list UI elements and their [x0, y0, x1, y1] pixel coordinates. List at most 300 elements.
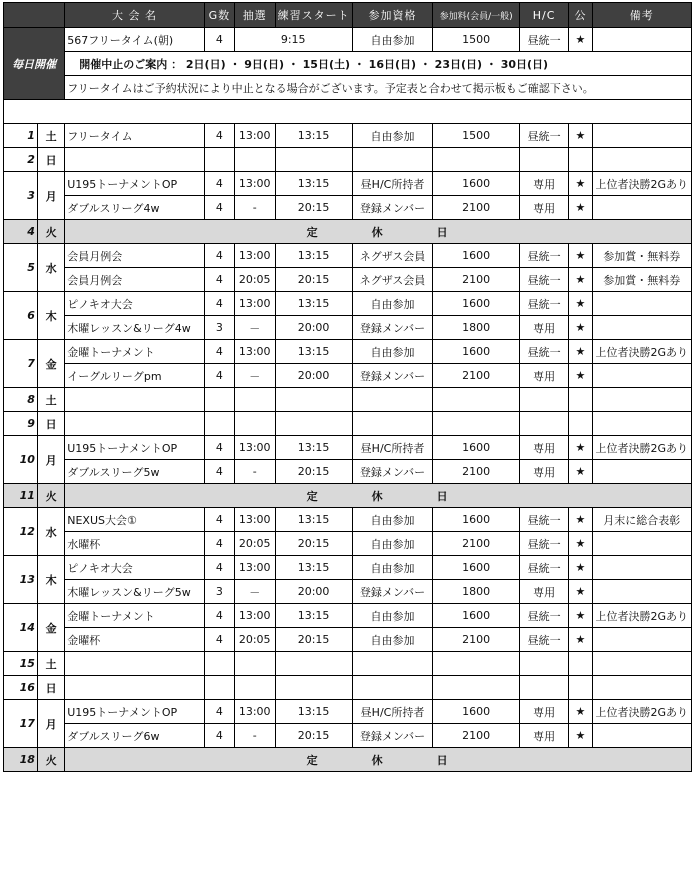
spacer-cell: [4, 100, 692, 124]
event-hc: [519, 652, 569, 676]
event-name: U195トーナメントOP: [65, 436, 205, 460]
event-games: 4: [204, 292, 234, 316]
event-name: ピノキオ大会: [65, 292, 205, 316]
event-public: ★: [569, 172, 592, 196]
event-name: 金曜トーナメント: [65, 604, 205, 628]
header-draw: 抽選: [234, 3, 275, 28]
day-of-week: 火: [37, 220, 64, 244]
event-games: 4: [204, 628, 234, 652]
event-games: [204, 388, 234, 412]
closed-char: 休: [371, 753, 385, 767]
event-games: 4: [204, 172, 234, 196]
daily-event-remarks: [592, 28, 692, 52]
event-hc: [519, 676, 569, 700]
event-row: [4, 580, 692, 604]
event-name: 木曜レッスン&リーグ5w: [65, 580, 205, 604]
event-fee: 1600: [433, 700, 519, 724]
event-name: 金曜トーナメント: [65, 340, 205, 364]
event-draw-time: -: [234, 460, 275, 484]
event-start-time: 20:15: [275, 532, 352, 556]
day-number: 12: [4, 508, 38, 556]
event-games: [204, 148, 234, 172]
daily-event-time: 9:15: [234, 28, 352, 52]
event-remarks: 上位者決勝2Gあり: [592, 172, 692, 196]
event-hc: 昼統一: [519, 628, 569, 652]
event-fee: 1600: [433, 340, 519, 364]
event-games: 4: [204, 244, 234, 268]
event-qualification: 自由参加: [352, 292, 433, 316]
closed-char: 定: [306, 489, 320, 503]
daily-notice-row: [4, 52, 692, 76]
freetime-note: フリータイムはご予約状況により中止となる場合がございます。予定表と合わせて掲示板もご確認下さい。: [65, 76, 692, 100]
event-games: 4: [204, 364, 234, 388]
event-name: [65, 412, 205, 436]
event-draw-time: 20:05: [234, 532, 275, 556]
event-remarks: [592, 148, 692, 172]
event-public: ★: [569, 700, 592, 724]
event-qualification: 登録メンバー: [352, 580, 433, 604]
day-of-week: 火: [37, 748, 64, 772]
event-qualification: [352, 388, 433, 412]
event-start-time: [275, 412, 352, 436]
event-draw-time: 13:00: [234, 604, 275, 628]
event-public: [569, 652, 592, 676]
event-name: 会員月例会: [65, 244, 205, 268]
event-remarks: 参加賞・無料券: [592, 244, 692, 268]
header-qualification: 参加資格: [352, 3, 433, 28]
day-of-week: 火: [37, 484, 64, 508]
closed-char: 日: [436, 489, 450, 503]
event-start-time: 13:15: [275, 436, 352, 460]
event-games: [204, 652, 234, 676]
event-start-time: 13:15: [275, 292, 352, 316]
day-of-week: 水: [37, 244, 64, 292]
event-public: ★: [569, 364, 592, 388]
event-row: [4, 436, 692, 460]
event-row: [4, 196, 692, 220]
event-remarks: [592, 556, 692, 580]
event-start-time: 20:15: [275, 460, 352, 484]
event-row: [4, 508, 692, 532]
event-remarks: 上位者決勝2Gあり: [592, 700, 692, 724]
event-start-time: [275, 676, 352, 700]
event-fee: [433, 652, 519, 676]
event-row: [4, 724, 692, 748]
event-public: ★: [569, 508, 592, 532]
event-start-time: 13:15: [275, 556, 352, 580]
event-draw-time: 20:05: [234, 268, 275, 292]
event-hc: 専用: [519, 316, 569, 340]
cancellation-notice: 開催中止のご案内 ： 2日(日) ・ 9日(日) ・ 15日(土) ・ 16日(日) ・ 23日(日) ・ 30日(日): [65, 52, 692, 76]
day-of-week: 水: [37, 508, 64, 556]
day-number: 3: [4, 172, 38, 220]
event-public: ★: [569, 316, 592, 340]
event-fee: 2100: [433, 364, 519, 388]
daily-event-fee: 1500: [433, 28, 519, 52]
event-public: ★: [569, 532, 592, 556]
event-row: [4, 268, 692, 292]
daily-event-row: [4, 28, 692, 52]
event-name: イーグルリーグpm: [65, 364, 205, 388]
event-name: 水曜杯: [65, 532, 205, 556]
event-remarks: [592, 676, 692, 700]
event-games: 4: [204, 124, 234, 148]
event-fee: 1600: [433, 556, 519, 580]
event-games: 4: [204, 700, 234, 724]
day-number: 7: [4, 340, 38, 388]
event-qualification: 登録メンバー: [352, 196, 433, 220]
event-fee: [433, 388, 519, 412]
event-public: ★: [569, 436, 592, 460]
event-remarks: [592, 316, 692, 340]
event-qualification: 昼H/C所持者: [352, 172, 433, 196]
event-name: フリータイム: [65, 124, 205, 148]
empty-day-row: [4, 388, 692, 412]
event-row: [4, 316, 692, 340]
event-name: U195トーナメントOP: [65, 172, 205, 196]
event-draw-time: 13:00: [234, 508, 275, 532]
day-number: 5: [4, 244, 38, 292]
event-hc: 昼統一: [519, 124, 569, 148]
event-draw-time: 13:00: [234, 436, 275, 460]
event-remarks: [592, 532, 692, 556]
day-of-week: 月: [37, 436, 64, 484]
event-fee: 1600: [433, 172, 519, 196]
event-games: 4: [204, 268, 234, 292]
closed-day-row: [4, 748, 692, 772]
event-start-time: 20:00: [275, 364, 352, 388]
event-name: [65, 676, 205, 700]
event-remarks: [592, 628, 692, 652]
event-hc: 昼統一: [519, 268, 569, 292]
event-remarks: 月末に総合表彰: [592, 508, 692, 532]
event-fee: 2100: [433, 628, 519, 652]
event-remarks: [592, 460, 692, 484]
closed-day-label: [65, 484, 692, 508]
day-number: 14: [4, 604, 38, 652]
empty-day-row: [4, 412, 692, 436]
event-qualification: [352, 652, 433, 676]
event-start-time: [275, 148, 352, 172]
event-draw-time: -: [234, 724, 275, 748]
event-name: [65, 388, 205, 412]
header-remarks: 備考: [592, 3, 692, 28]
event-name: ダブルスリーグ6w: [65, 724, 205, 748]
day-of-week: 月: [37, 700, 64, 748]
event-games: 4: [204, 340, 234, 364]
day-of-week: 金: [37, 340, 64, 388]
event-remarks: 上位者決勝2Gあり: [592, 604, 692, 628]
event-remarks: [592, 412, 692, 436]
event-hc: 専用: [519, 580, 569, 604]
event-hc: 専用: [519, 700, 569, 724]
event-remarks: [592, 292, 692, 316]
day-number: 2: [4, 148, 38, 172]
closed-day-label: [65, 748, 692, 772]
event-public: ★: [569, 268, 592, 292]
event-draw-time: [234, 148, 275, 172]
event-draw-time: -: [234, 196, 275, 220]
closed-day-row: [4, 220, 692, 244]
event-qualification: 昼H/C所持者: [352, 436, 433, 460]
event-remarks: [592, 196, 692, 220]
event-games: 4: [204, 436, 234, 460]
event-qualification: 自由参加: [352, 532, 433, 556]
event-draw-time: 13:00: [234, 700, 275, 724]
event-fee: 2100: [433, 724, 519, 748]
event-public: ★: [569, 196, 592, 220]
event-qualification: [352, 676, 433, 700]
header-games: G数: [204, 3, 234, 28]
event-public: ★: [569, 460, 592, 484]
event-remarks: [592, 652, 692, 676]
spacer-row: [4, 100, 692, 124]
event-row: [4, 604, 692, 628]
event-row: [4, 460, 692, 484]
event-hc: [519, 412, 569, 436]
event-fee: 2100: [433, 532, 519, 556]
event-games: 4: [204, 604, 234, 628]
event-name: U195トーナメントOP: [65, 700, 205, 724]
event-name: NEXUS大会①: [65, 508, 205, 532]
event-hc: 専用: [519, 196, 569, 220]
event-draw-time: 13:00: [234, 292, 275, 316]
schedule-table: [3, 2, 692, 772]
event-name: 会員月例会: [65, 268, 205, 292]
event-games: 4: [204, 556, 234, 580]
event-start-time: 13:15: [275, 700, 352, 724]
event-hc: 昼統一: [519, 292, 569, 316]
daily-event-hc: 昼統一: [519, 28, 569, 52]
event-row: [4, 172, 692, 196]
event-games: [204, 676, 234, 700]
event-remarks: [592, 124, 692, 148]
event-public: ★: [569, 124, 592, 148]
event-name: ダブルスリーグ4w: [65, 196, 205, 220]
event-draw-time: －: [234, 316, 275, 340]
event-remarks: 上位者決勝2Gあり: [592, 436, 692, 460]
event-hc: 専用: [519, 460, 569, 484]
event-public: ★: [569, 340, 592, 364]
event-fee: 2100: [433, 460, 519, 484]
event-name: ダブルスリーグ5w: [65, 460, 205, 484]
event-hc: 昼統一: [519, 244, 569, 268]
event-games: [204, 412, 234, 436]
event-draw-time: [234, 412, 275, 436]
event-public: [569, 676, 592, 700]
event-draw-time: －: [234, 580, 275, 604]
event-qualification: 自由参加: [352, 508, 433, 532]
closed-day-row: [4, 484, 692, 508]
event-row: [4, 292, 692, 316]
event-hc: 専用: [519, 436, 569, 460]
event-remarks: [592, 724, 692, 748]
event-draw-time: 20:05: [234, 628, 275, 652]
day-of-week: 月: [37, 172, 64, 220]
event-start-time: [275, 652, 352, 676]
day-of-week: 土: [37, 124, 64, 148]
day-of-week: 木: [37, 292, 64, 340]
day-number: 16: [4, 676, 38, 700]
event-games: 4: [204, 196, 234, 220]
event-public: [569, 412, 592, 436]
event-start-time: 20:00: [275, 580, 352, 604]
event-public: ★: [569, 580, 592, 604]
event-qualification: ネグザス会員: [352, 268, 433, 292]
event-row: [4, 340, 692, 364]
event-row: [4, 700, 692, 724]
event-hc: 昼統一: [519, 556, 569, 580]
event-qualification: 昼H/C所持者: [352, 700, 433, 724]
event-fee: 1600: [433, 604, 519, 628]
header-day: [4, 3, 65, 28]
event-name: [65, 652, 205, 676]
day-number: 6: [4, 292, 38, 340]
event-row: [4, 628, 692, 652]
event-public: ★: [569, 244, 592, 268]
event-qualification: 登録メンバー: [352, 724, 433, 748]
event-start-time: 20:15: [275, 628, 352, 652]
header-fee: 参加料(会員/一般): [433, 3, 519, 28]
event-draw-time: 13:00: [234, 172, 275, 196]
closed-char: 定: [306, 225, 320, 239]
closed-char: 定: [306, 753, 320, 767]
header-row: [4, 3, 692, 28]
event-games: 3: [204, 316, 234, 340]
event-draw-time: 13:00: [234, 340, 275, 364]
day-number: 17: [4, 700, 38, 748]
event-fee: 1600: [433, 292, 519, 316]
event-qualification: 自由参加: [352, 340, 433, 364]
event-fee: 2100: [433, 268, 519, 292]
event-fee: 1600: [433, 244, 519, 268]
daily-label: 毎日開催: [4, 28, 65, 100]
event-name: 木曜レッスン&リーグ4w: [65, 316, 205, 340]
event-games: 4: [204, 460, 234, 484]
day-of-week: 日: [37, 148, 64, 172]
event-games: 4: [204, 724, 234, 748]
day-of-week: 日: [37, 676, 64, 700]
event-qualification: [352, 412, 433, 436]
event-name: [65, 148, 205, 172]
day-number: 4: [4, 220, 38, 244]
event-qualification: 自由参加: [352, 556, 433, 580]
event-fee: [433, 412, 519, 436]
daily-note-row: [4, 76, 692, 100]
event-draw-time: 13:00: [234, 244, 275, 268]
event-games: 4: [204, 508, 234, 532]
event-qualification: [352, 148, 433, 172]
event-remarks: [592, 364, 692, 388]
event-hc: 昼統一: [519, 340, 569, 364]
closed-day-label: [65, 220, 692, 244]
header-practice: 練習スタート: [275, 3, 352, 28]
event-draw-time: 13:00: [234, 124, 275, 148]
event-start-time: [275, 388, 352, 412]
event-games: 3: [204, 580, 234, 604]
event-remarks: [592, 388, 692, 412]
event-row: [4, 124, 692, 148]
daily-event-name: 567フリータイム(朝): [65, 28, 205, 52]
day-number: 10: [4, 436, 38, 484]
empty-day-row: [4, 148, 692, 172]
event-public: ★: [569, 724, 592, 748]
event-row: [4, 532, 692, 556]
event-fee: 1600: [433, 508, 519, 532]
day-number: 1: [4, 124, 38, 148]
day-number: 18: [4, 748, 38, 772]
event-hc: 昼統一: [519, 508, 569, 532]
event-games: 4: [204, 532, 234, 556]
event-start-time: 20:00: [275, 316, 352, 340]
day-number: 11: [4, 484, 38, 508]
event-fee: 1800: [433, 580, 519, 604]
event-name: ピノキオ大会: [65, 556, 205, 580]
event-remarks: 上位者決勝2Gあり: [592, 340, 692, 364]
event-hc: 専用: [519, 364, 569, 388]
event-start-time: 13:15: [275, 340, 352, 364]
closed-char: 日: [436, 225, 450, 239]
event-row: [4, 364, 692, 388]
closed-char: 日: [436, 753, 450, 767]
event-qualification: 登録メンバー: [352, 316, 433, 340]
event-row: [4, 244, 692, 268]
event-fee: 2100: [433, 196, 519, 220]
event-hc: [519, 388, 569, 412]
event-qualification: ネグザス会員: [352, 244, 433, 268]
event-remarks: [592, 580, 692, 604]
event-start-time: 13:15: [275, 244, 352, 268]
event-draw-time: [234, 652, 275, 676]
day-of-week: 木: [37, 556, 64, 604]
header-name: 大 会 名: [65, 3, 205, 28]
event-draw-time: [234, 388, 275, 412]
event-qualification: 登録メンバー: [352, 460, 433, 484]
header-public: 公: [569, 3, 592, 28]
day-of-week: 日: [37, 412, 64, 436]
day-number: 13: [4, 556, 38, 604]
event-public: ★: [569, 292, 592, 316]
event-start-time: 13:15: [275, 508, 352, 532]
event-fee: [433, 148, 519, 172]
event-start-time: 13:15: [275, 172, 352, 196]
event-qualification: 登録メンバー: [352, 364, 433, 388]
daily-event-qualification: 自由参加: [352, 28, 433, 52]
event-start-time: 13:15: [275, 604, 352, 628]
daily-event-public: ★: [569, 28, 592, 52]
event-draw-time: －: [234, 364, 275, 388]
event-fee: 1500: [433, 124, 519, 148]
event-row: [4, 556, 692, 580]
event-public: ★: [569, 628, 592, 652]
event-name: 金曜杯: [65, 628, 205, 652]
event-public: ★: [569, 604, 592, 628]
day-number: 9: [4, 412, 38, 436]
event-qualification: 自由参加: [352, 628, 433, 652]
day-number: 8: [4, 388, 38, 412]
event-remarks: 参加賞・無料券: [592, 268, 692, 292]
event-draw-time: 13:00: [234, 556, 275, 580]
event-public: [569, 388, 592, 412]
event-qualification: 自由参加: [352, 604, 433, 628]
event-start-time: 20:15: [275, 196, 352, 220]
event-hc: 昼統一: [519, 532, 569, 556]
event-fee: 1800: [433, 316, 519, 340]
event-public: ★: [569, 556, 592, 580]
event-start-time: 20:15: [275, 268, 352, 292]
event-public: [569, 148, 592, 172]
header-hc: H/C: [519, 3, 569, 28]
